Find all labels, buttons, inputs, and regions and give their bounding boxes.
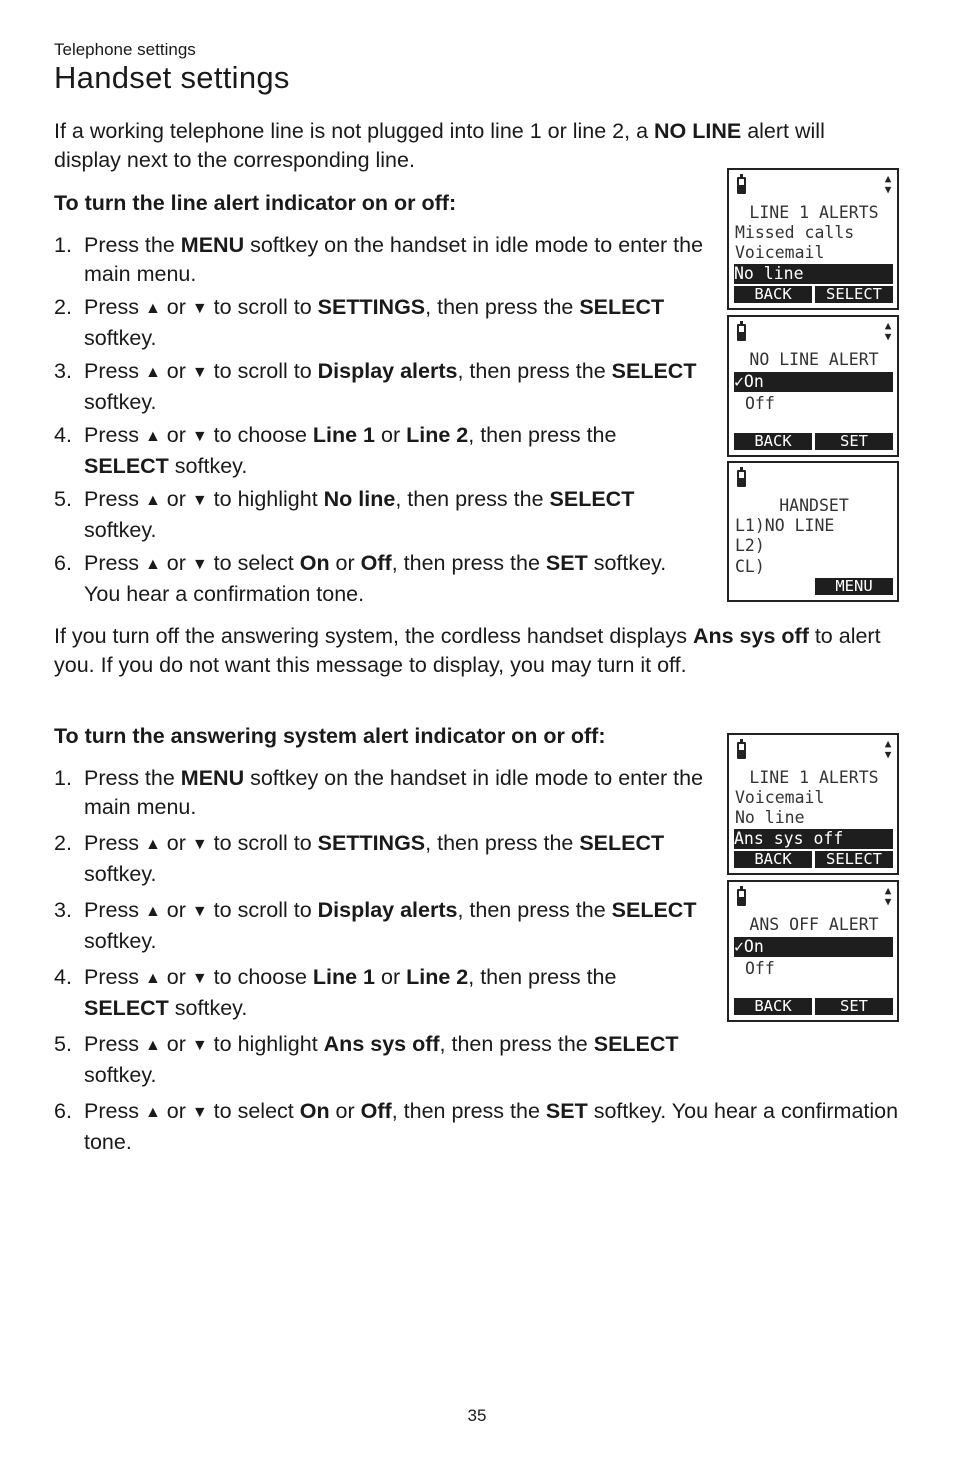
- menu-softkey: MENU: [815, 578, 893, 595]
- set-softkey: SET: [815, 998, 893, 1015]
- up-arrow-icon: ▲: [144, 970, 161, 987]
- lcd-item-selected: ✓On: [734, 372, 893, 392]
- step-4: 4. Press ▲ or ▼ to choose Line 1 or Line 2, then press the SELECT softkey.: [54, 423, 617, 478]
- up-arrow-icon: ▲: [144, 492, 161, 509]
- down-arrow-icon: ▼: [191, 1104, 208, 1121]
- down-arrow-icon: ▼: [191, 364, 208, 381]
- intro-paragraph-2: If you turn off the answering system, the cordless handset displays Ans sys off to alert you. If you do not want this message to display, you may turn it off.: [54, 624, 881, 677]
- up-arrow-icon: ▲: [144, 1037, 161, 1054]
- step-3: 3. Press ▲ or ▼ to scroll to Display alerts, then press the SELECT softkey.: [54, 898, 697, 953]
- down-arrow-icon: ▼: [191, 970, 208, 987]
- back-softkey: BACK: [734, 998, 812, 1015]
- lcd-item: CL): [735, 557, 765, 576]
- down-arrow-icon: ▼: [191, 492, 208, 509]
- lcd-title: LINE 1 ALERTS: [749, 768, 879, 787]
- section2-heading: To turn the answering system alert indicator on or off:: [54, 724, 606, 748]
- set-softkey: SET: [815, 433, 893, 450]
- lcd-item: Voicemail: [735, 788, 825, 807]
- down-arrow-icon: ▼: [191, 1037, 208, 1054]
- section1-steps: [54, 231, 704, 609]
- up-arrow-icon: ▲: [144, 364, 161, 381]
- step-2: 2. Press ▲ or ▼ to scroll to SETTINGS, then press the SELECT softkey.: [54, 831, 665, 886]
- battery-icon: [737, 742, 746, 759]
- up-arrow-icon: ▲: [144, 1104, 161, 1121]
- step-3: 3. Press ▲ or ▼ to scroll to Display alerts, then press the SELECT softkey.: [54, 359, 697, 414]
- select-softkey: SELECT: [815, 286, 893, 303]
- scroll-arrows-icon: ▲ ▼: [884, 884, 892, 908]
- lcd-item-selected: Ans sys off: [734, 829, 893, 849]
- page-title: Handset settings: [54, 60, 290, 95]
- back-softkey: BACK: [734, 286, 812, 303]
- step-4: 4. Press ▲ or ▼ to choose Line 1 or Line 2, then press the SELECT softkey.: [54, 965, 617, 1020]
- step-6: 6. Press ▲ or ▼ to select On or Off, then press the SET softkey. You hear a confirmation tone.: [54, 551, 667, 606]
- section1-heading: To turn the line alert indicator on or off:: [54, 191, 457, 215]
- lcd-screen-line1-alerts-2: [727, 733, 899, 875]
- lcd-item: Off: [745, 959, 775, 978]
- lcd-item-selected: No line: [734, 264, 893, 284]
- lcd-item: Missed calls: [735, 223, 855, 242]
- down-arrow-icon: ▼: [191, 300, 208, 317]
- step-6: 6. Press ▲ or ▼ to select On or Off, then press the SET softkey. You hear a confirmation tone.: [54, 1099, 899, 1154]
- battery-icon: [737, 177, 746, 194]
- down-arrow-icon: ▼: [191, 556, 208, 573]
- battery-icon: [737, 470, 746, 487]
- lcd-item: No line: [735, 808, 805, 827]
- lcd-title: LINE 1 ALERTS: [749, 203, 879, 222]
- lcd-item: Voicemail: [735, 243, 825, 262]
- lcd-title: ANS OFF ALERT: [749, 915, 879, 934]
- scroll-arrows-icon: ▲ ▼: [884, 319, 892, 343]
- section-label: Telephone settings: [54, 40, 196, 59]
- battery-icon: [737, 889, 746, 906]
- lcd-screen-line1-alerts: [727, 168, 899, 310]
- up-arrow-icon: ▲: [144, 300, 161, 317]
- up-arrow-icon: ▲: [144, 903, 161, 920]
- down-arrow-icon: ▼: [191, 428, 208, 445]
- back-softkey: BACK: [734, 851, 812, 868]
- step-5: 5. Press ▲ or ▼ to highlight Ans sys off, then press the SELECT softkey.: [54, 1032, 679, 1087]
- step-2: 2. Press ▲ or ▼ to scroll to SETTINGS, then press the SELECT softkey.: [54, 295, 665, 350]
- down-arrow-icon: ▼: [191, 836, 208, 853]
- lcd-screen-no-line-alert: [727, 315, 899, 457]
- step-1: 1. Press the MENU softkey on the handset in idle mode to enter the main menu.: [54, 766, 704, 819]
- lcd-item: Off: [745, 394, 775, 413]
- step-1: 1. Press the MENU softkey on the handset in idle mode to enter the main menu.: [54, 233, 704, 286]
- up-arrow-icon: ▲: [144, 836, 161, 853]
- step-5: 5. Press ▲ or ▼ to highlight No line, then press the SELECT softkey.: [54, 487, 635, 542]
- lcd-item: L2): [735, 536, 765, 555]
- scroll-arrows-icon: ▲ ▼: [884, 172, 892, 196]
- lcd-screen-ans-off-alert: [727, 880, 899, 1022]
- lcd-title: NO LINE ALERT: [749, 350, 879, 369]
- up-arrow-icon: ▲: [144, 556, 161, 573]
- back-softkey: BACK: [734, 433, 812, 450]
- lcd-item-selected: ✓On: [734, 937, 893, 957]
- page-number: 35: [467, 1406, 487, 1425]
- scroll-arrows-icon: ▲ ▼: [884, 737, 892, 761]
- select-softkey: SELECT: [815, 851, 893, 868]
- lcd-item: L1)NO LINE: [735, 516, 835, 535]
- lcd-title: HANDSET: [779, 496, 849, 515]
- intro-paragraph-1: If a working telephone line is not plugged into line 1 or line 2, a NO LINE alert will display next to the corresponding line.: [54, 119, 825, 172]
- battery-icon: [737, 324, 746, 341]
- down-arrow-icon: ▼: [191, 903, 208, 920]
- lcd-screen-handset: [727, 461, 899, 602]
- up-arrow-icon: ▲: [144, 428, 161, 445]
